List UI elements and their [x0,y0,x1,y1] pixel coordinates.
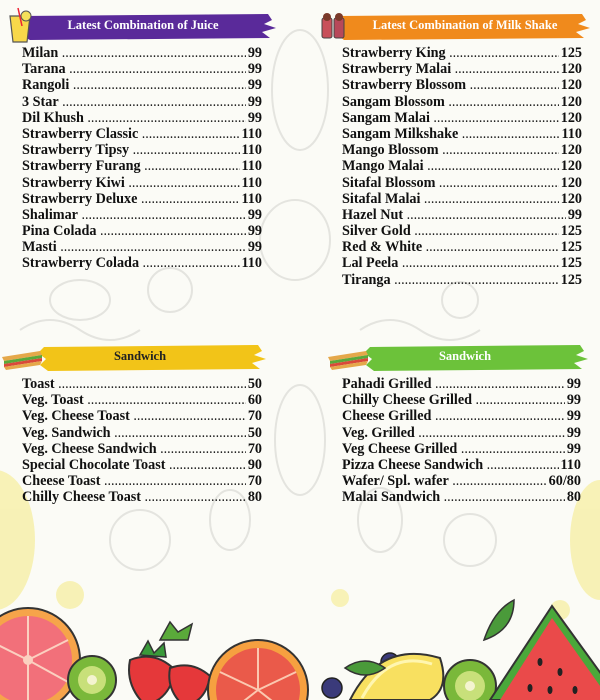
leader-dots [63,96,246,112]
list-item [22,473,262,489]
leader-dots [453,475,547,491]
item-price: 125 [560,223,582,240]
item-price: 99 [247,239,262,256]
list-item [342,489,581,505]
list-item [342,223,582,239]
item-price: 110 [241,174,262,191]
leader-dots [424,193,558,209]
item-price: 99 [566,408,581,425]
leader-dots [129,177,240,193]
leader-dots [402,257,558,273]
item-price: 90 [247,456,262,473]
list-item [342,408,581,424]
list-item [342,61,582,77]
item-name: Sangam Blossom [342,93,445,110]
leader-dots [70,63,246,79]
list-item [342,45,582,61]
leader-dots [462,128,559,144]
list-item [22,158,262,174]
item-price: 110 [241,255,262,272]
item-price: 99 [566,376,581,392]
item-price: 70 [247,473,262,490]
list-item [22,175,262,191]
item-name: Malai Sandwich [342,489,441,506]
list-item [342,272,582,288]
list-item [22,207,262,223]
item-name: Pina Colada [22,223,97,240]
list-item [342,77,582,93]
item-price: 80 [247,489,262,506]
leader-dots [145,491,246,507]
item-name: Veg. Sandwich [22,424,111,441]
list-item [22,223,262,239]
list-item [22,441,262,457]
item-price: 120 [560,109,582,126]
item-price: 120 [560,77,582,94]
item-price: 120 [560,142,582,159]
list-item [22,392,262,408]
item-name: Special Chocolate Toast [22,456,166,473]
list-item [342,126,582,142]
item-price: 60/80 [548,473,581,490]
item-price: 99 [566,440,581,457]
section-title: Latest Combination of Milk Shake [372,18,558,32]
leaf-icon [484,600,514,640]
item-name: Cheese Grilled [342,408,432,425]
item-price: 125 [560,255,582,272]
leader-dots [133,144,239,160]
kiwi-icon [68,656,116,700]
leader-dots [443,144,559,160]
kiwi-icon [444,660,496,700]
item-name: Wafer/ Spl. wafer [342,473,449,490]
item-price: 120 [560,93,582,110]
list-item [22,77,262,93]
list-item [342,110,582,126]
list-item [22,110,262,126]
item-price: 125 [560,45,582,61]
leader-dots [142,128,239,144]
item-name: Cheese Toast [22,473,101,490]
strawberry-icon [129,622,210,700]
item-name: Pizza Cheese Sandwich [342,456,484,473]
item-name: Hazel Nut [342,206,404,223]
leader-dots [73,79,246,95]
sandwich-header-left [0,343,280,373]
item-price: 120 [560,61,582,78]
list-item [342,239,582,255]
leader-dots [407,209,566,225]
list-item [22,191,262,207]
item-price: 110 [560,456,581,473]
list-item [342,191,582,207]
section-title: Sandwich [113,349,167,363]
leader-dots [101,225,246,241]
item-price: 125 [560,239,582,256]
item-price: 99 [567,206,582,223]
list-item [342,425,581,441]
list-item [342,473,581,489]
item-name: Strawberry Tipsy [22,142,130,159]
list-item [22,61,262,77]
leader-dots [426,241,559,257]
leader-dots [476,394,565,410]
item-name: Strawberry Deluxe [22,190,138,207]
leader-dots [143,257,239,273]
section-title: Latest Combination of Juice [67,18,219,32]
list-item [342,142,582,158]
list-item [342,376,581,392]
item-name: Chilly Cheese Grilled [342,392,473,409]
leader-dots [145,160,240,176]
item-name: Pahadi Grilled [342,376,432,392]
item-name: Masti [22,239,57,256]
leader-dots [134,410,246,426]
list-item [342,158,582,174]
sandwich-items-left [22,376,262,506]
list-item [22,255,262,271]
leader-dots [444,491,565,507]
item-name: Strawberry Furang [22,158,141,175]
juice-section [22,12,280,272]
fruit-illustrations [0,520,600,700]
leader-dots [141,193,239,209]
leader-dots [428,160,559,176]
item-name: Veg. Grilled [342,424,415,441]
list-item [342,392,581,408]
item-price: 110 [241,142,262,159]
list-item [22,376,262,392]
item-price: 120 [560,158,582,175]
item-name: Mango Blossom [342,142,439,159]
item-name: Veg. Cheese Sandwich [22,440,157,457]
item-name: Strawberry King [342,45,446,61]
item-price: 99 [247,223,262,240]
item-name: Sangam Milkshake [342,125,459,142]
juice-items [22,45,262,272]
item-name: Tarana [22,61,66,78]
item-name: Silver Gold [342,223,411,240]
item-price: 70 [247,440,262,457]
leader-dots [449,96,559,112]
item-price: 50 [247,424,262,441]
orange-slice-icon [208,640,308,700]
item-price: 110 [241,158,262,175]
item-name: Toast [22,376,55,392]
item-price: 120 [560,190,582,207]
leader-dots [415,225,559,241]
milkshake-header [316,12,596,42]
list-item [22,142,262,158]
list-item [342,255,582,271]
item-price: 70 [247,408,262,425]
item-name: Sangam Malai [342,109,430,126]
item-price: 110 [561,125,582,142]
leader-dots [82,209,246,225]
item-price: 60 [247,392,262,409]
list-item [342,175,582,191]
leader-dots [470,79,559,95]
item-price: 125 [560,271,582,288]
list-item [22,457,262,473]
item-name: Shalimar [22,206,78,223]
item-name: Red & White [342,239,423,256]
item-name: Tiranga [342,271,391,288]
leader-dots [439,177,558,193]
list-item [22,94,262,110]
item-name: Strawberry Colada [22,255,140,272]
item-name: Strawberry Malai [342,61,452,78]
list-item [22,45,262,61]
leader-dots [395,274,559,290]
list-item [22,239,262,255]
list-item [342,94,582,110]
item-name: Dil Khush [22,109,84,126]
leader-dots [450,47,559,63]
item-name: Strawberry Blossom [342,77,467,94]
list-item [342,207,582,223]
item-name: Veg. Toast [22,392,84,409]
item-price: 99 [247,45,262,61]
item-name: Strawberry Kiwi [22,174,125,191]
section-title: Sandwich [438,349,492,363]
item-name: Rangoli [22,77,70,94]
milkshake-items [342,45,582,288]
list-item [342,457,581,473]
item-name: Lal Peela [342,255,399,272]
leader-dots [59,378,246,394]
item-price: 50 [247,376,262,392]
item-name: Milan [22,45,59,61]
item-price: 99 [566,392,581,409]
blueberry-icon [322,678,342,698]
item-price: 99 [247,93,262,110]
item-price: 99 [247,109,262,126]
sandwich-header-right [326,343,600,373]
item-price: 120 [560,174,582,191]
item-price: 99 [247,77,262,94]
leader-dots [62,47,246,63]
sandwich-items-right [342,376,581,506]
item-name: Mango Malai [342,158,424,175]
item-price: 80 [566,489,581,506]
list-item [22,425,262,441]
item-name: Strawberry Classic [22,125,139,142]
item-price: 99 [566,424,581,441]
item-name: Sitafal Blossom [342,174,436,191]
item-name: Sitafal Malai [342,190,421,207]
leader-dots [161,443,246,459]
juice-header [0,12,280,42]
item-price: 99 [247,61,262,78]
list-item [22,126,262,142]
item-price: 110 [241,125,262,142]
item-name: Veg. Cheese Toast [22,408,130,425]
item-price: 99 [247,206,262,223]
leader-dots [455,63,559,79]
item-name: Veg Cheese Grilled [342,440,458,457]
list-item [342,441,581,457]
leader-dots [169,459,245,475]
item-price: 110 [241,190,262,207]
leader-dots [435,410,564,426]
item-name: Chilly Cheese Toast [22,489,142,506]
list-item [22,489,262,505]
item-name: 3 Star [22,93,59,110]
list-item [22,408,262,424]
